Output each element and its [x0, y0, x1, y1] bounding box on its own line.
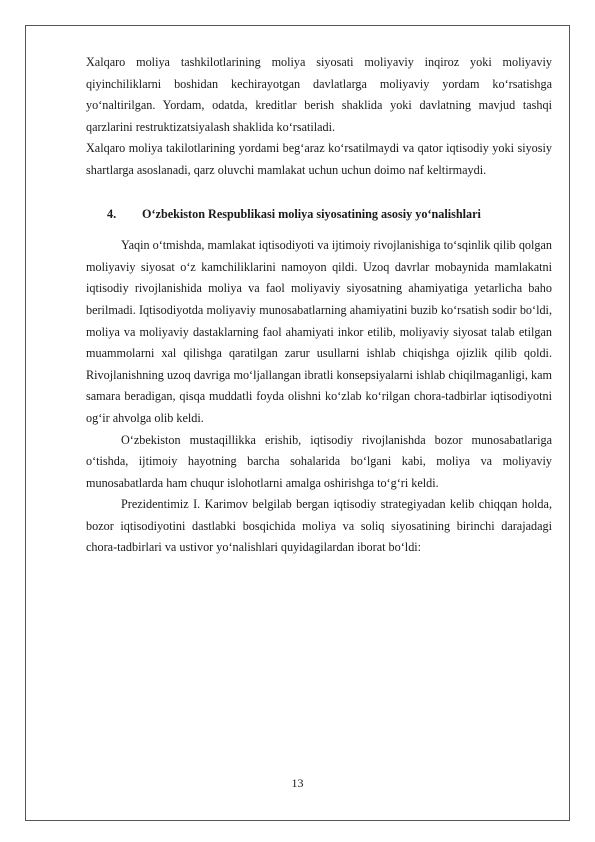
section-title: O‘zbekiston Respublikasi moliya siyosatining asosiy yo‘nalishlari	[142, 206, 481, 221]
paragraph-body-2: O‘zbekiston mustaqillikka erishib, iqtisodiy rivojlanishda bozor munosabatlariga o‘tishda, ijtimoiy hayotning barcha sohalarida bo‘lgani kabi, moliya va moliyaviy munosabatlarda ham chuqur islohotlarni amalga oshirishga to‘g‘ri keldi.	[86, 432, 552, 490]
section-heading	[86, 204, 552, 226]
section-number: 4.	[107, 206, 117, 221]
paragraph-body-3: Prezidentimiz I. Karimov belgilab bergan iqtisodiy strategiyadan kelib chiqqan holda, bozor iqtisodiyotini dastlabki bosqichida moliya va soliq siyosatining birinchi darajadagi chora-tadbirlari va ustivor yo‘nalishlari quyidagilardan iborat bo‘ldi:	[86, 497, 552, 555]
paragraph-body-1: Yaqin o‘tmishda, mamlakat iqtisodiyoti va ijtimoiy rivojlanishiga to‘sqinlik qilib qolgan moliyaviy siyosat o‘z kamchiliklarini namoyon qildi. Uzoq davrlar mobaynida mamlakatni iqtisodiy rivojlanishida moliya va faol moliyaviy siyosatning ahamiyatiga yetarlicha baho berilmadi. Iqtisodiyotda moliyaviy munosabatlarning ahamiyatini buzib ko‘rsatish sodir bo‘ldi, moliya va moliyaviy dastaklarning faol ahamiyati inkor etilib, moliyaviy siyosat talab etilgan muammolarni xal qilishga qaratilgan zarur usullarni ishlab chiqishga ojizlik qilib qoldi. Rivojlanishning uzoq davriga mo‘ljallangan ibratli konsepsiyalarni ishlab chiqilmaganligi, kam samara beradigan, qisqa muddatli foyda olishni ko‘zlab ko‘rilgan chora-tadbirlar iqtisodiyotni og‘ir ahvolga olib keldi.	[86, 238, 552, 425]
page-number: 13	[291, 776, 304, 790]
document-body	[86, 52, 552, 559]
paragraph-intro-1: Xalqaro moliya tashkilotlarining moliya siyosati moliyaviy inqiroz yoki moliyaviy qiyinchiliklarni boshidan kechirayotgan davlatlarga moliyaviy yordam ko‘rsatishga yo‘naltirilgan. Yordam, odatda, kreditlar berish shaklida yoki davlatning mavjud tashqi qarzlarini restruktizatsiyalash shaklida ko‘rsatiladi.	[86, 55, 552, 134]
paragraph-intro-2: Xalqaro moliya takilotlarining yordami beg‘araz ko‘rsatilmaydi va qator iqtisodiy yoki siyosiy shartlarga asoslanadi, qarz oluvchi mamlakat uchun uchun doimo naf keltirmaydi.	[86, 141, 552, 177]
